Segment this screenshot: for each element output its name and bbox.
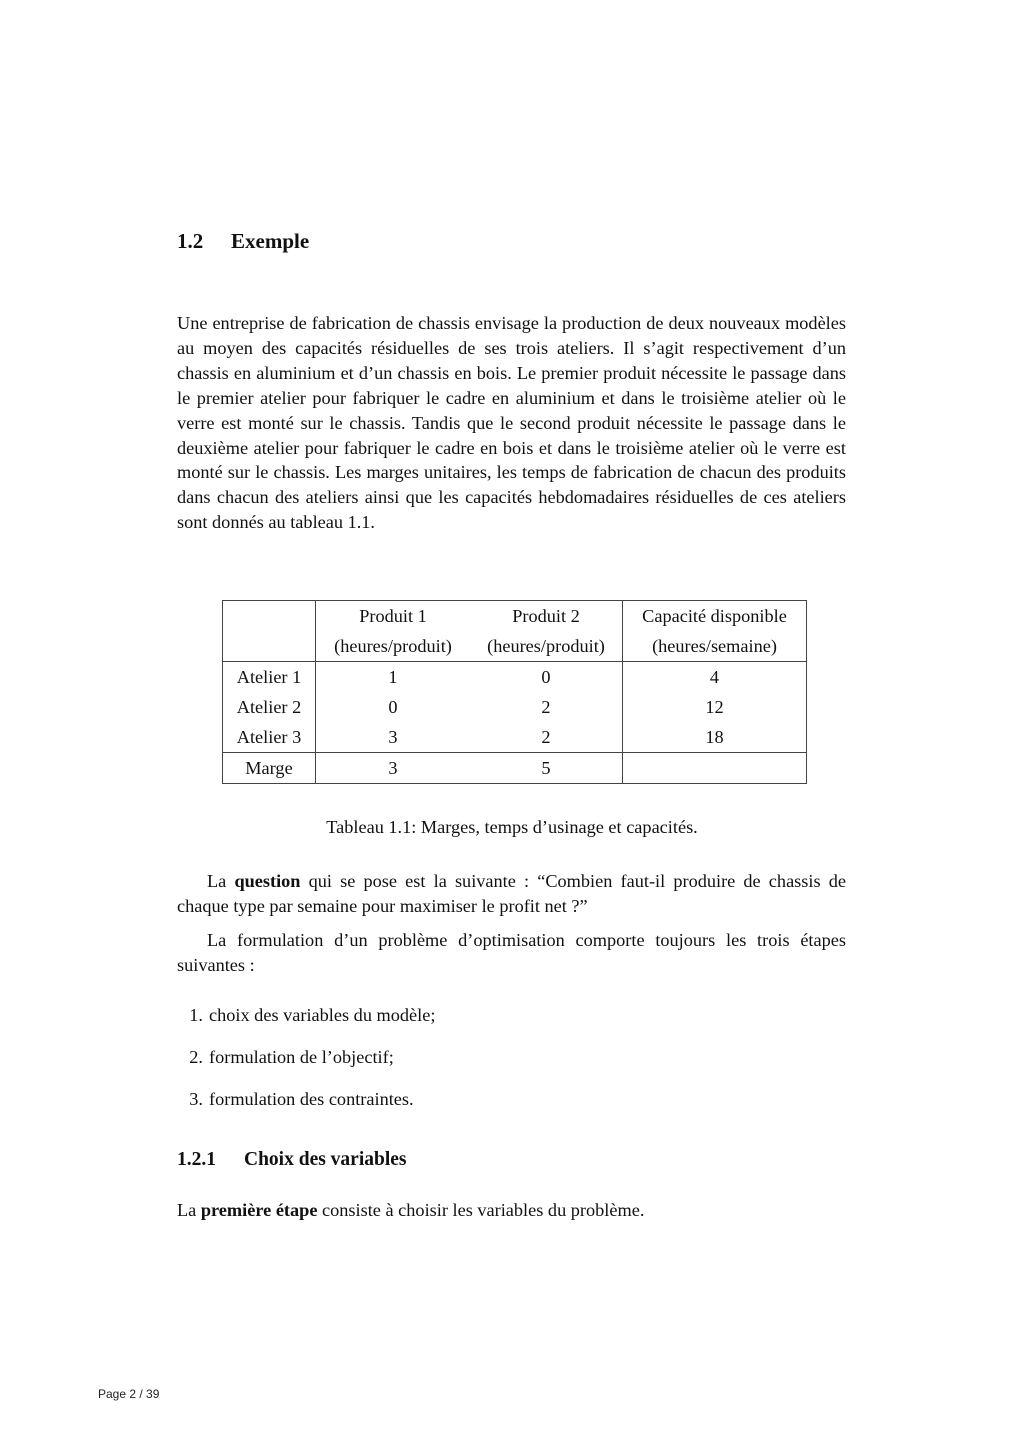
table-row <box>223 692 807 722</box>
table-header-product-2: Produit 2 <box>470 601 623 632</box>
question-prefix: La <box>207 871 235 891</box>
table-caption-container <box>0 817 1024 838</box>
table-header-product-1-unit: (heures/produit) <box>334 635 452 656</box>
table-header-row-2 <box>223 631 807 662</box>
intro-paragraph: Une entreprise de fabrication de chassis envisage la production de deux nouveaux modèles au moyen des capacités résiduelles de ses trois ateliers. Il s’agit respectivement d’un chassis en aluminium et d’un chassis en bois. Le premier produit nécessite le passage dans le premier atelier pour fabriquer le cadre en aluminium et dans le troisième atelier où le verre est monté sur le chassis. Tandis que le second produit nécessite le passage dans le deuxième atelier pour fabriquer le cadre en bois et dans le troisième atelier où le verre est monté sur le chassis. Les marges unitaires, les temps de fabrication de chacun des produits dans chacun des ateliers ainsi que les capacités hebdomadaires résiduelles de ces ateliers sont donnés au tableau 1.1. <box>177 313 846 533</box>
table-row-margin <box>223 753 807 784</box>
question-paragraph <box>177 869 846 919</box>
list-item <box>177 1003 435 1045</box>
cell-product-2: 2 <box>470 692 623 722</box>
subsection-title: Choix des variables <box>244 1149 407 1170</box>
cell-capacity: 12 <box>705 696 724 717</box>
list-item <box>177 1045 435 1087</box>
table-header-empty-unit <box>223 631 316 662</box>
section-title: Exemple <box>231 229 310 253</box>
section-heading <box>177 229 309 254</box>
page-number: Page 2 / 39 <box>98 1387 160 1401</box>
cell-capacity: 4 <box>623 662 807 693</box>
section-number: 1.2 <box>177 229 204 253</box>
cell-product-1: 3 <box>316 753 471 784</box>
table-header-row-1 <box>223 601 807 632</box>
subsection-heading <box>177 1149 407 1171</box>
first-step-bold: première étape <box>200 1200 318 1220</box>
cell-product-2: 5 <box>470 753 623 784</box>
subsection-number: 1.2.1 <box>177 1149 216 1170</box>
question-bold: question <box>234 871 301 891</box>
table-row <box>223 662 807 693</box>
cell-product-1: 3 <box>388 726 398 747</box>
list-item-number: 3. <box>189 1089 203 1109</box>
cell-product-1: 1 <box>316 662 471 693</box>
data-table <box>222 600 807 784</box>
table-caption: Tableau 1.1: Marges, temps d’usinage et capacités. <box>326 817 698 837</box>
table-header-empty <box>223 601 316 632</box>
row-label: Atelier 2 <box>223 692 316 722</box>
cell-capacity <box>623 753 807 784</box>
cell-product-2: 0 <box>470 662 623 693</box>
cell-product-1: 0 <box>388 696 398 717</box>
data-table-container <box>222 600 807 784</box>
list-item-number: 1. <box>189 1005 203 1025</box>
table-header-capacity-unit: (heures/semaine) <box>652 635 777 656</box>
cell-product-2: 2 <box>470 722 623 753</box>
steps-intro-paragraph: La formulation d’un problème d’optimisation comporte toujours les trois étapes suivantes : <box>177 930 846 975</box>
cell-capacity: 18 <box>705 726 724 747</box>
question-suffix: qui se pose est la suivante : “Combien faut-il produire de chassis de chaque type par semaine pour maximiser le profit net ?” <box>177 871 846 916</box>
list-item-text: formulation de l’objectif; <box>209 1047 394 1067</box>
list-item <box>177 1087 435 1129</box>
first-step-suffix: consiste à choisir les variables du problème. <box>317 1200 645 1220</box>
row-label: Atelier 1 <box>223 662 316 693</box>
table-header-product-1: Produit 1 <box>359 605 427 626</box>
list-item-number: 2. <box>189 1047 203 1067</box>
table-header-capacity: Capacité disponible <box>642 605 787 626</box>
row-label: Marge <box>223 753 316 784</box>
first-step-paragraph <box>177 1198 846 1223</box>
steps-list <box>177 1003 435 1129</box>
first-step-prefix: La <box>177 1200 201 1220</box>
list-item-text: choix des variables du modèle; <box>209 1005 436 1025</box>
table-header-product-2-unit: (heures/produit) <box>470 631 623 662</box>
row-label: Atelier 3 <box>223 722 316 753</box>
table-row <box>223 722 807 753</box>
list-item-text: formulation des contraintes. <box>209 1089 414 1109</box>
